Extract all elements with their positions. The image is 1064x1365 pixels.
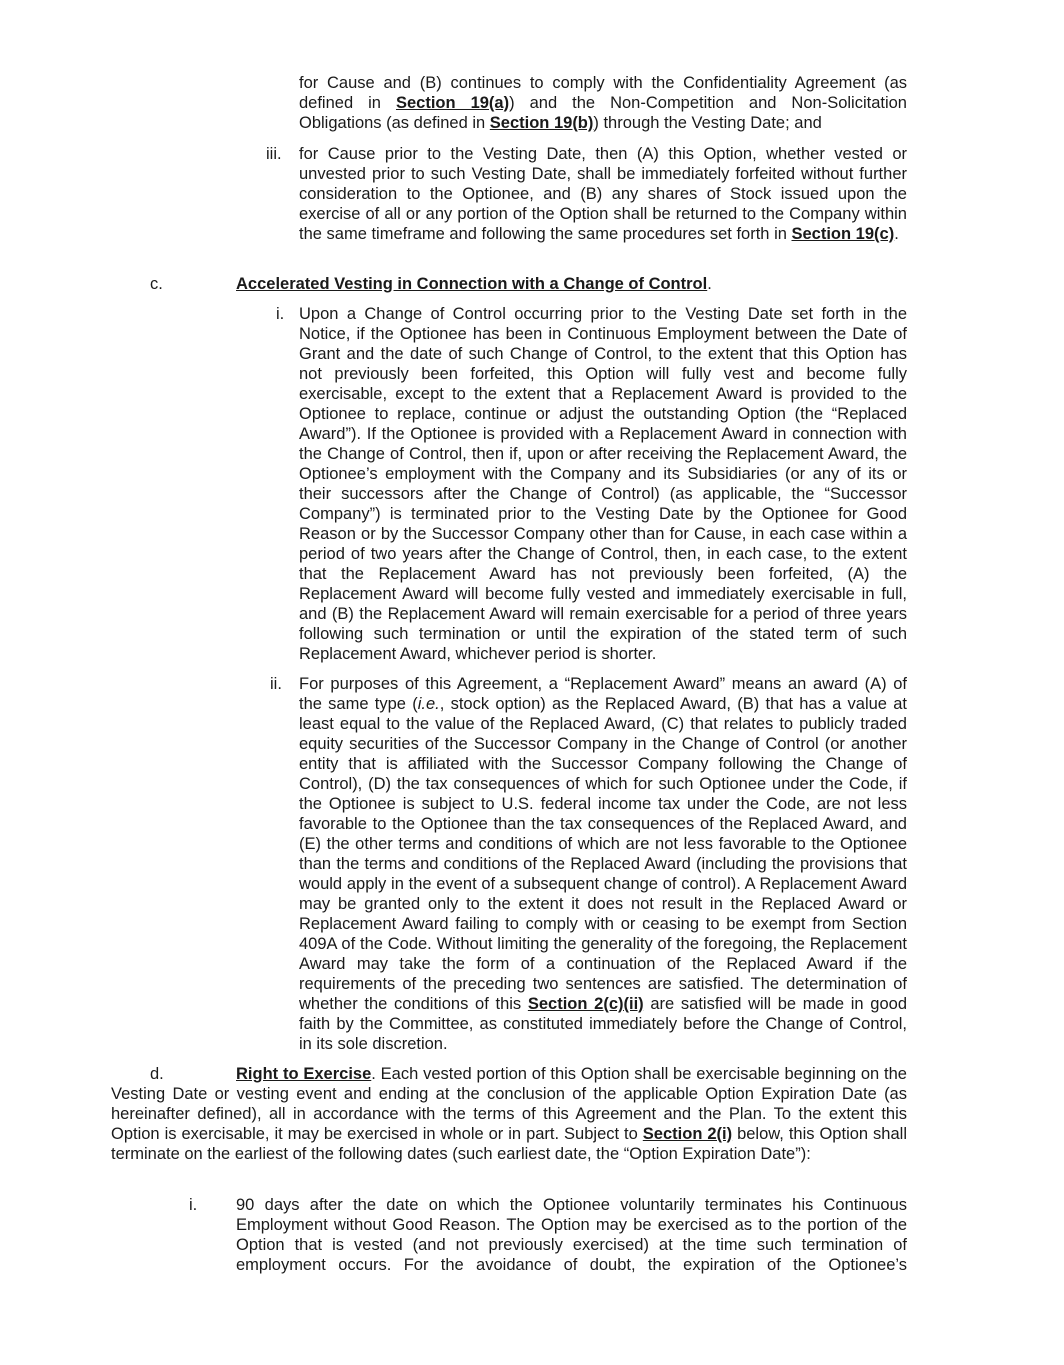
item-c-ii-text-2: , stock option) as the Replaced Award, (B) that has a value at least equal to the value of the Replaced Award, (C) that relates to publicly traded equity securities of the Successor Company in the Change of Control (or another entity that is affiliated with the Successor Company following the Change of Control), (D) the tax consequences of which for such Optionee under the Code, if the Optionee is subject to U.S. federal income tax under the Code, are not less favorable to the Optionee than the tax consequences of the Replaced Award, and (E) the other terms and conditions of which are not less favorable to the Optionee than the terms and conditions of the Replaced Award (including the provisions that would apply in the event of a subsequent change of control). A Replacement Award may be granted only to the extent it does not result in the Replaced Award or Replacement Award failing to comply with or ceasing to be exempt from Section 409A of the Code. Without limiting the generality of the foregoing, the Replacement Award may take the form of a continuation of the Replaced Award if the requirements of the preceding two sentences are satisfied. The determination of whether the conditions of this [299, 695, 907, 1013]
section-2i-reference: Section 2(i) [642, 1125, 733, 1143]
intro-text-3: ) through the Vesting Date; and [593, 114, 822, 132]
section-c-heading-line [236, 274, 907, 294]
ie-abbreviation: i.e. [417, 695, 440, 713]
section-19c-reference: Section 19(c) [791, 225, 895, 243]
item-c-i-paragraph: Upon a Change of Control occurring prior to the Vesting Date set forth in the Notice, if the Optionee has been in Continuous Employment between the Date of Grant and the date of such Change of Control, to the extent that this Option has not previously been forfeited, this Option will fully vest and become fully exercisable, except to the extent that a Replacement Award is provided to the Optionee to replace, continue or adjust the outstanding Option (the “Replaced Award”). If the Optionee is provided with a Replacement Award in connection with the Change of Control, then if, upon or after receiving the Replacement Award, the Optionee’s employment with the Company and its Subsidiaries (or any of its or their successors after the Change of Control) (as applicable, the “Successor Company”) is terminated prior to the Vesting Date by the Optionee for Good Reason or by the Successor Company other than for Cause, in each case within a period of two years after the Change of Control, then, in each case, to the extent that the Replacement Award has not previously been forfeited, (A) the Replacement Award will become fully vested and immediately exercisable in full, and (B) the Replacement Award will remain exercisable for a period of three years following such termination or until the expiration of the stated term of such Replacement Award, whichever period is shorter. [299, 305, 907, 663]
item-iii-paragraph [299, 144, 907, 244]
item-c-i-marker: i. [276, 305, 285, 323]
item-c-ii-paragraph [299, 674, 907, 1054]
item-iii-text-end: . [894, 225, 899, 243]
item-iii-marker: iii. [266, 145, 282, 163]
section-d-marker: d. [150, 1065, 164, 1083]
intro-paragraph [299, 73, 907, 133]
item-iii-text: for Cause prior to the Vesting Date, then (A) this Option, whether vested or unvested prior to such Vesting Date, shall be immediately forfeited without further consideration to the Optionee, and (B) any shares of Stock issued upon the exercise of all or any portion of the Option shall be returned to the Company within the same timeframe and following the same procedures set forth in [299, 145, 907, 243]
item-d-i-marker: i. [189, 1196, 198, 1214]
section-d-text-2: below, this Option shall terminate on the earliest of the following dates (such earliest date, the “Option Expiration Date”): [111, 1125, 907, 1163]
item-d-i-paragraph: 90 days after the date on which the Optionee voluntarily terminates his Continuous Employment without Good Reason. The Option may be exercised as to the portion of the Option that is vested (and not previously exercised) at the time such termination of employment occurs. For the avoidance of doubt, the expiration of the Optionee’s [236, 1196, 907, 1274]
section-c-heading-period: . [707, 275, 712, 293]
intro-text-1: for Cause and (B) continues to comply with the Confidentiality Agreement (as defined in [299, 74, 907, 112]
section-d-heading: Right to Exercise [236, 1065, 372, 1083]
section-c-marker: c. [150, 275, 163, 293]
section-c-heading: Accelerated Vesting in Connection with a Change of Control [236, 275, 708, 293]
section-d-text-1: . Each vested portion of this Option shall be exercisable beginning on the Vesting Date or vesting event and ending at the conclusion of the applicable Option Expiration Date (as hereinafter defined), all in accordance with the terms of this Agreement and the Plan. To the extent this Option is exercisable, it may be exercised in whole or in part. Subject to [111, 1065, 907, 1143]
item-c-ii-marker: ii. [270, 675, 282, 693]
item-c-ii-text-1: For purposes of this Agreement, a “Replacement Award” means an award (A) of the same type ( [299, 675, 907, 713]
section-2cii-reference: Section 2(c)(ii) [527, 995, 644, 1013]
section-19b-reference: Section 19(b) [489, 114, 594, 132]
section-19a-reference: Section 19(a) [395, 94, 510, 112]
section-d-paragraph [111, 1064, 907, 1164]
intro-text-2: ) and the Non-Competition and Non-Solicitation Obligations (as defined in [299, 94, 907, 132]
item-c-ii-text-3: are satisfied will be made in good faith by the Committee, as constituted immediately before the Change of Control, in its sole discretion. [299, 995, 907, 1053]
